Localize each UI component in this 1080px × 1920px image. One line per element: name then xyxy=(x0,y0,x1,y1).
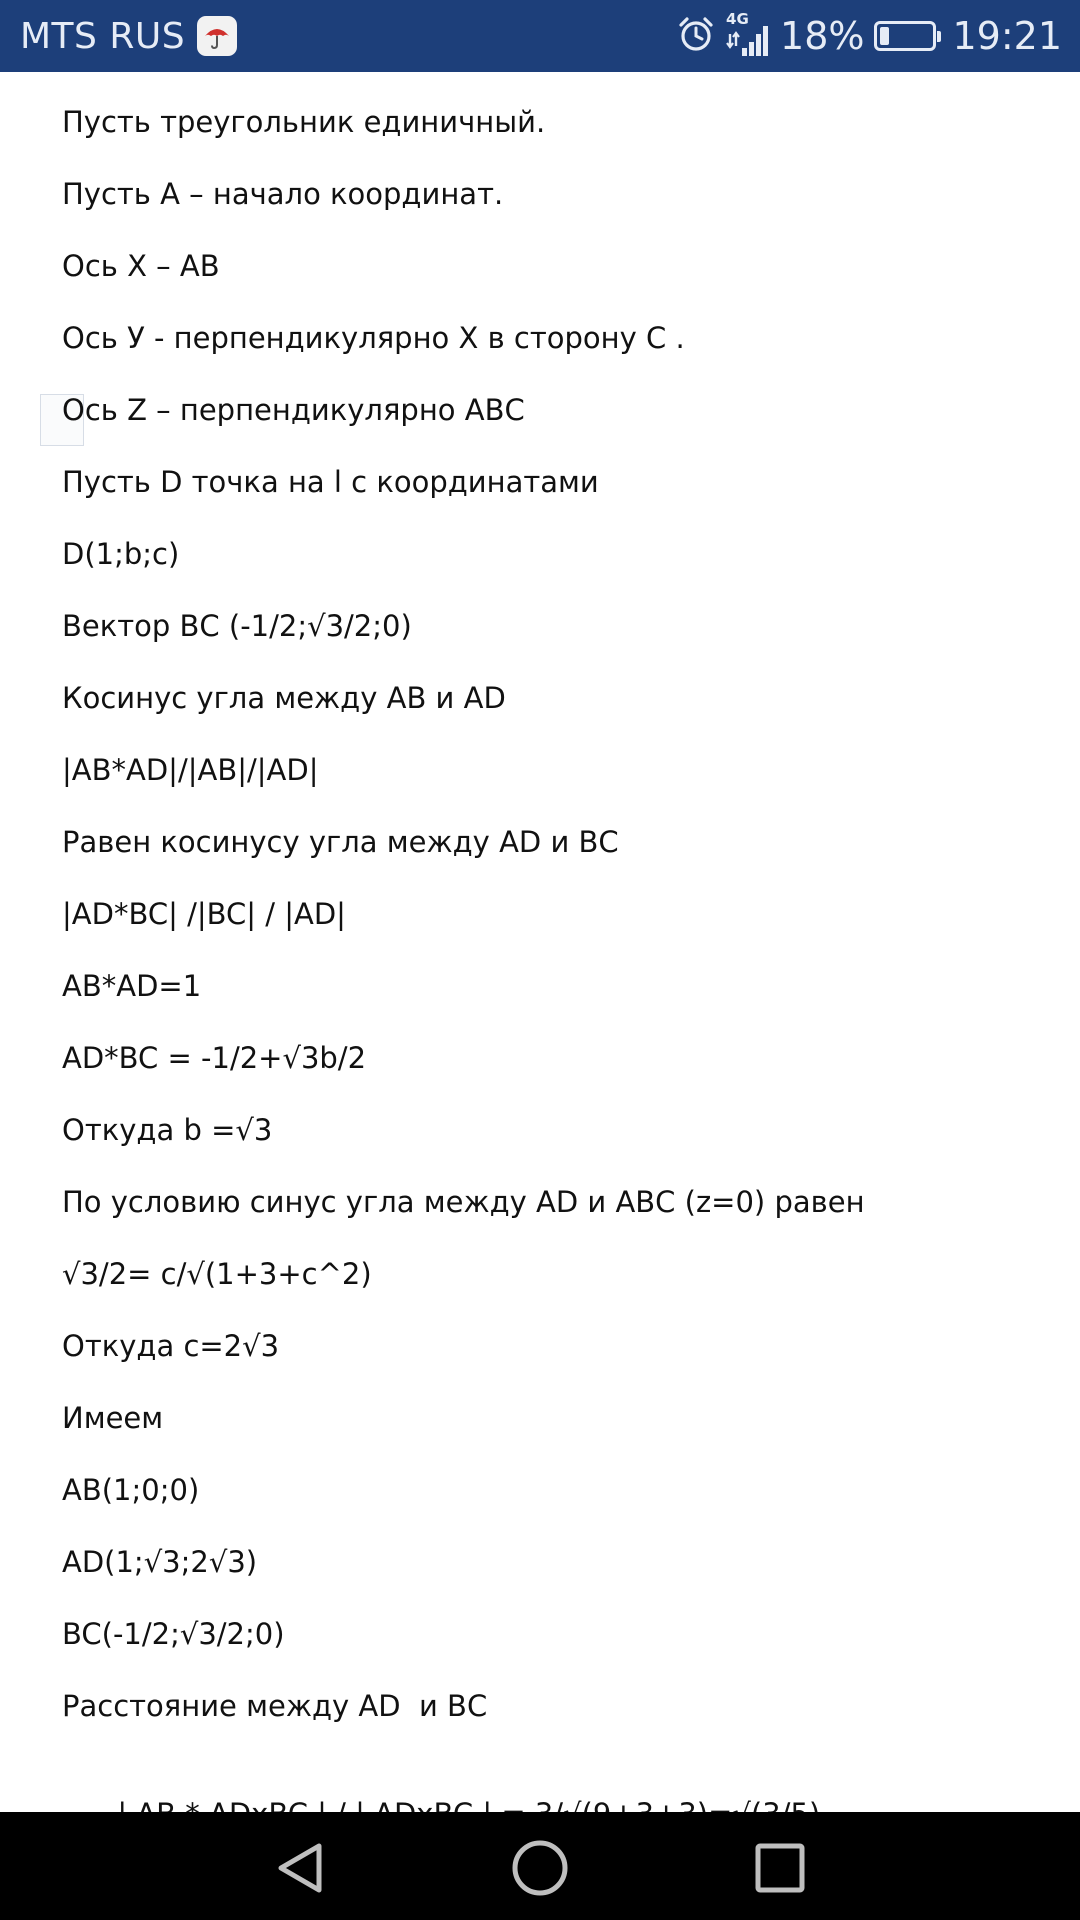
battery-percent: 18% xyxy=(780,14,865,58)
document-view[interactable] xyxy=(0,72,1080,1812)
umbrella-icon xyxy=(197,16,237,56)
signal-icon xyxy=(726,12,770,60)
battery-level-fill xyxy=(880,27,889,45)
clock: 19:21 xyxy=(952,14,1062,58)
alarm-clock-icon xyxy=(676,14,716,59)
document-line: Ось Х – АВ xyxy=(62,249,220,283)
back-icon[interactable] xyxy=(270,1838,330,1898)
document-line: Пусть треугольник единичный. xyxy=(62,105,546,139)
carrier-name: MTS RUS xyxy=(20,15,186,57)
document-line: D(1;b;c) xyxy=(62,537,180,571)
document-line: AB*AD=1 xyxy=(62,969,202,1003)
document-line: Косинус угла между АВ и АD xyxy=(62,681,506,715)
document-line: Ось У - перпендикулярно Х в сторону С . xyxy=(62,321,685,355)
document-line: По условию синус угла между AD и АВС (z=0) равен xyxy=(62,1185,865,1219)
document-line: AB(1;0;0) xyxy=(62,1473,200,1507)
battery-icon xyxy=(874,21,936,51)
recents-icon[interactable] xyxy=(750,1838,810,1898)
document-line: BC(-1/2;√3/2;0) xyxy=(62,1617,285,1651)
home-icon[interactable] xyxy=(510,1838,570,1898)
document-line: |AB*AD|/|AB|/|AD| xyxy=(62,753,319,787)
status-bar xyxy=(0,0,1080,72)
document-line: |AD*BC| /|BC| / |AD| xyxy=(62,897,346,931)
document-line: Расстояние между AD и ВС xyxy=(62,1689,488,1723)
document-line: AD(1;√3;2√3) xyxy=(62,1545,258,1579)
document-line: Откуда b =√3 xyxy=(62,1113,273,1147)
network-type-label: 4G xyxy=(726,10,749,28)
document-line: Пусть D точка на l с координатами xyxy=(62,465,599,499)
document-line: Откуда c=2√3 xyxy=(62,1329,280,1363)
navigation-bar xyxy=(0,1812,1080,1920)
document-line: Ось Z – перпендикулярно АВС xyxy=(62,393,525,427)
document-line: AD*BC = -1/2+√3b/2 xyxy=(62,1041,367,1075)
document-line: Равен косинусу угла между AD и ВС xyxy=(62,825,619,859)
status-icons xyxy=(676,12,1062,60)
document-line: Вектор ВС (-1/2;√3/2;0) xyxy=(62,609,412,643)
document-line: Имеем xyxy=(62,1401,164,1435)
document-line: √3/2= с/√(1+3+c^2) xyxy=(62,1257,372,1291)
document-line: Пусть А – начало координат. xyxy=(62,177,504,211)
